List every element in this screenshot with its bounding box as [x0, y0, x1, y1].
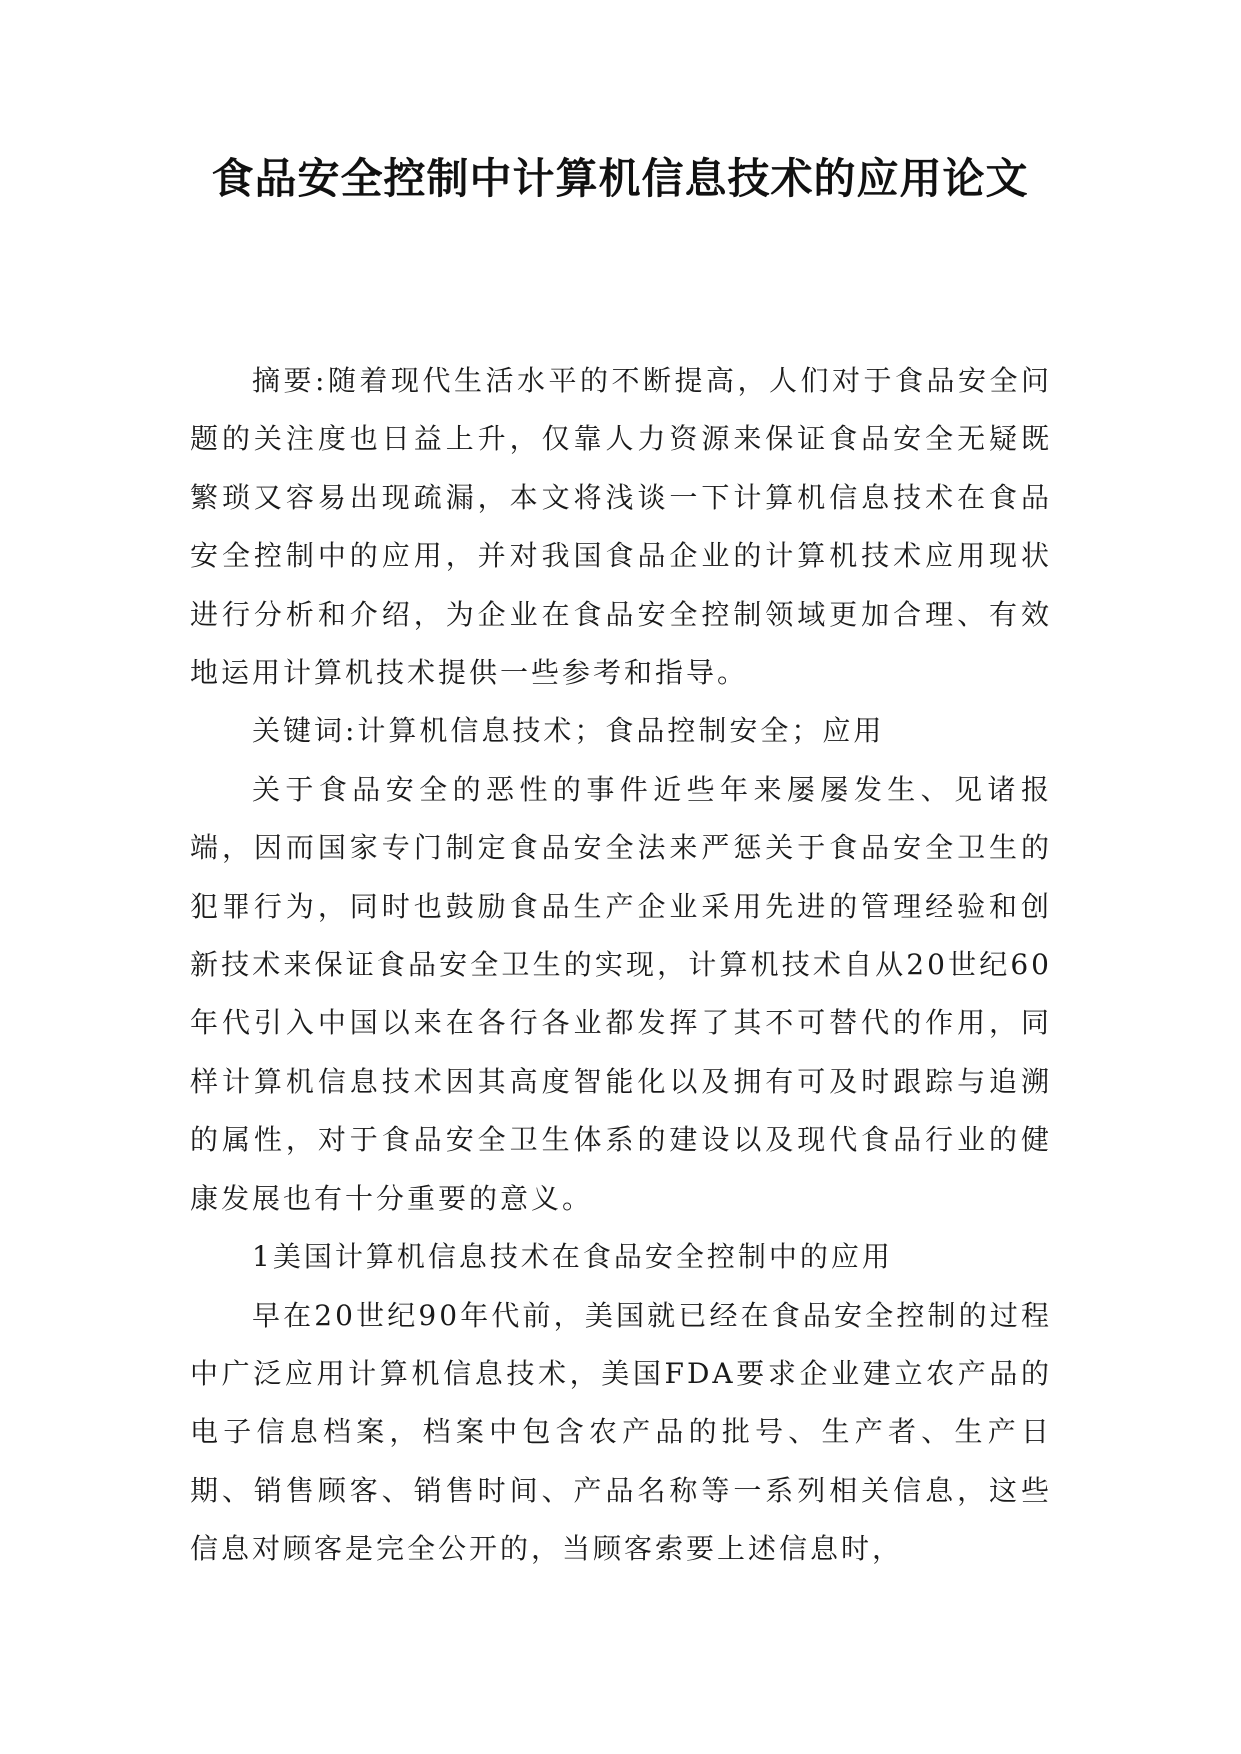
- keywords-paragraph: 关键词:计算机信息技术；食品控制安全；应用: [252, 714, 885, 748]
- document-body: [190, 352, 1052, 1579]
- section-heading: 1美国计算机信息技术在食品安全控制中的应用: [252, 1240, 893, 1274]
- document-title: 食品安全控制中计算机信息技术的应用论文: [211, 154, 1029, 203]
- abstract-paragraph: 摘要:随着现代生活水平的不断提高，人们对于食品安全问题的关注度也日益上升，仅靠人力资源来保证食品安全无疑既繁琐又容易出现疏漏，本文将浅谈一下计算机信息技术在食品安全控制中的应用，并对我国食品企业的计算机技术应用现状进行分析和介绍，为企业在食品安全控制领域更加合理、有效地运用计算机技术提供一些参考和指导。: [190, 364, 1052, 690]
- intro-paragraph: 关于食品安全的恶性的事件近些年来屡屡发生、见诸报端，因而国家专门制定食品安全法来严惩关于食品安全卫生的犯罪行为，同时也鼓励食品生产企业采用先进的管理经验和创新技术来保证食品安全卫生的实现，计算机技术自从20世纪60年代引入中国以来在各行各业都发挥了其不可替代的作用，同样计算机信息技术因其高度智能化以及拥有可及时跟踪与追溯的属性，对于食品安全卫生体系的建设以及现代食品行业的健康发展也有十分重要的意义。: [190, 772, 1052, 1215]
- section-paragraph: 早在20世纪90年代前，美国就已经在食品安全控制的过程中广泛应用计算机信息技术，美国FDA要求企业建立农产品的电子信息档案，档案中包含农产品的批号、生产者、生产日期、销售顾客、销售时间、产品名称等一系列相关信息，这些信息对顾客是完全公开的，当顾客索要上述信息时，: [190, 1298, 1052, 1566]
